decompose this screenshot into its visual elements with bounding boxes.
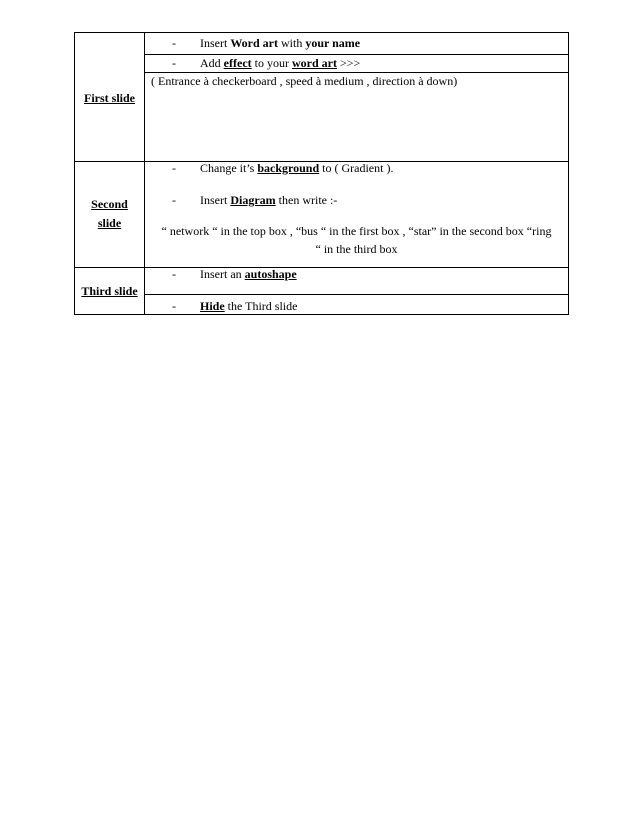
bullet-dash: - (172, 36, 176, 50)
column-divider (144, 33, 145, 314)
bullet-dash: - (172, 161, 176, 175)
item-text: Hide the Third slide (200, 299, 298, 313)
bullet-dash: - (172, 193, 176, 207)
bullet-dash: - (172, 299, 176, 313)
item-text: Insert Word art with your name (200, 36, 361, 50)
bullet-dash: - (172, 56, 176, 70)
row-divider (145, 72, 568, 73)
first-slide-label: First slide (84, 91, 135, 105)
row-divider (145, 294, 568, 295)
instructions-table (74, 32, 569, 315)
row-divider (145, 54, 568, 55)
third-slide-label: Third slide (81, 284, 138, 298)
item-text: Change it’s background to ( Gradient ). (200, 161, 394, 175)
quote-line-1: “ network “ in the top box , “bus “ in the first box , “star” in the second box “ring (161, 224, 552, 238)
bullet-dash: - (172, 267, 176, 281)
effect-settings-text: ( Entrance à checkerboard , speed à medium , direction à down) (151, 74, 458, 88)
quote-line-2: “ in the third box (315, 242, 398, 256)
second-slide-quote (145, 224, 568, 256)
second-slide-label: Second slide (91, 197, 128, 230)
item-text: Add effect to your word art >>> (200, 56, 361, 70)
item-text: Insert an autoshape (200, 267, 297, 281)
item-text: Insert Diagram then write :- (200, 193, 338, 207)
section-divider (75, 267, 568, 268)
